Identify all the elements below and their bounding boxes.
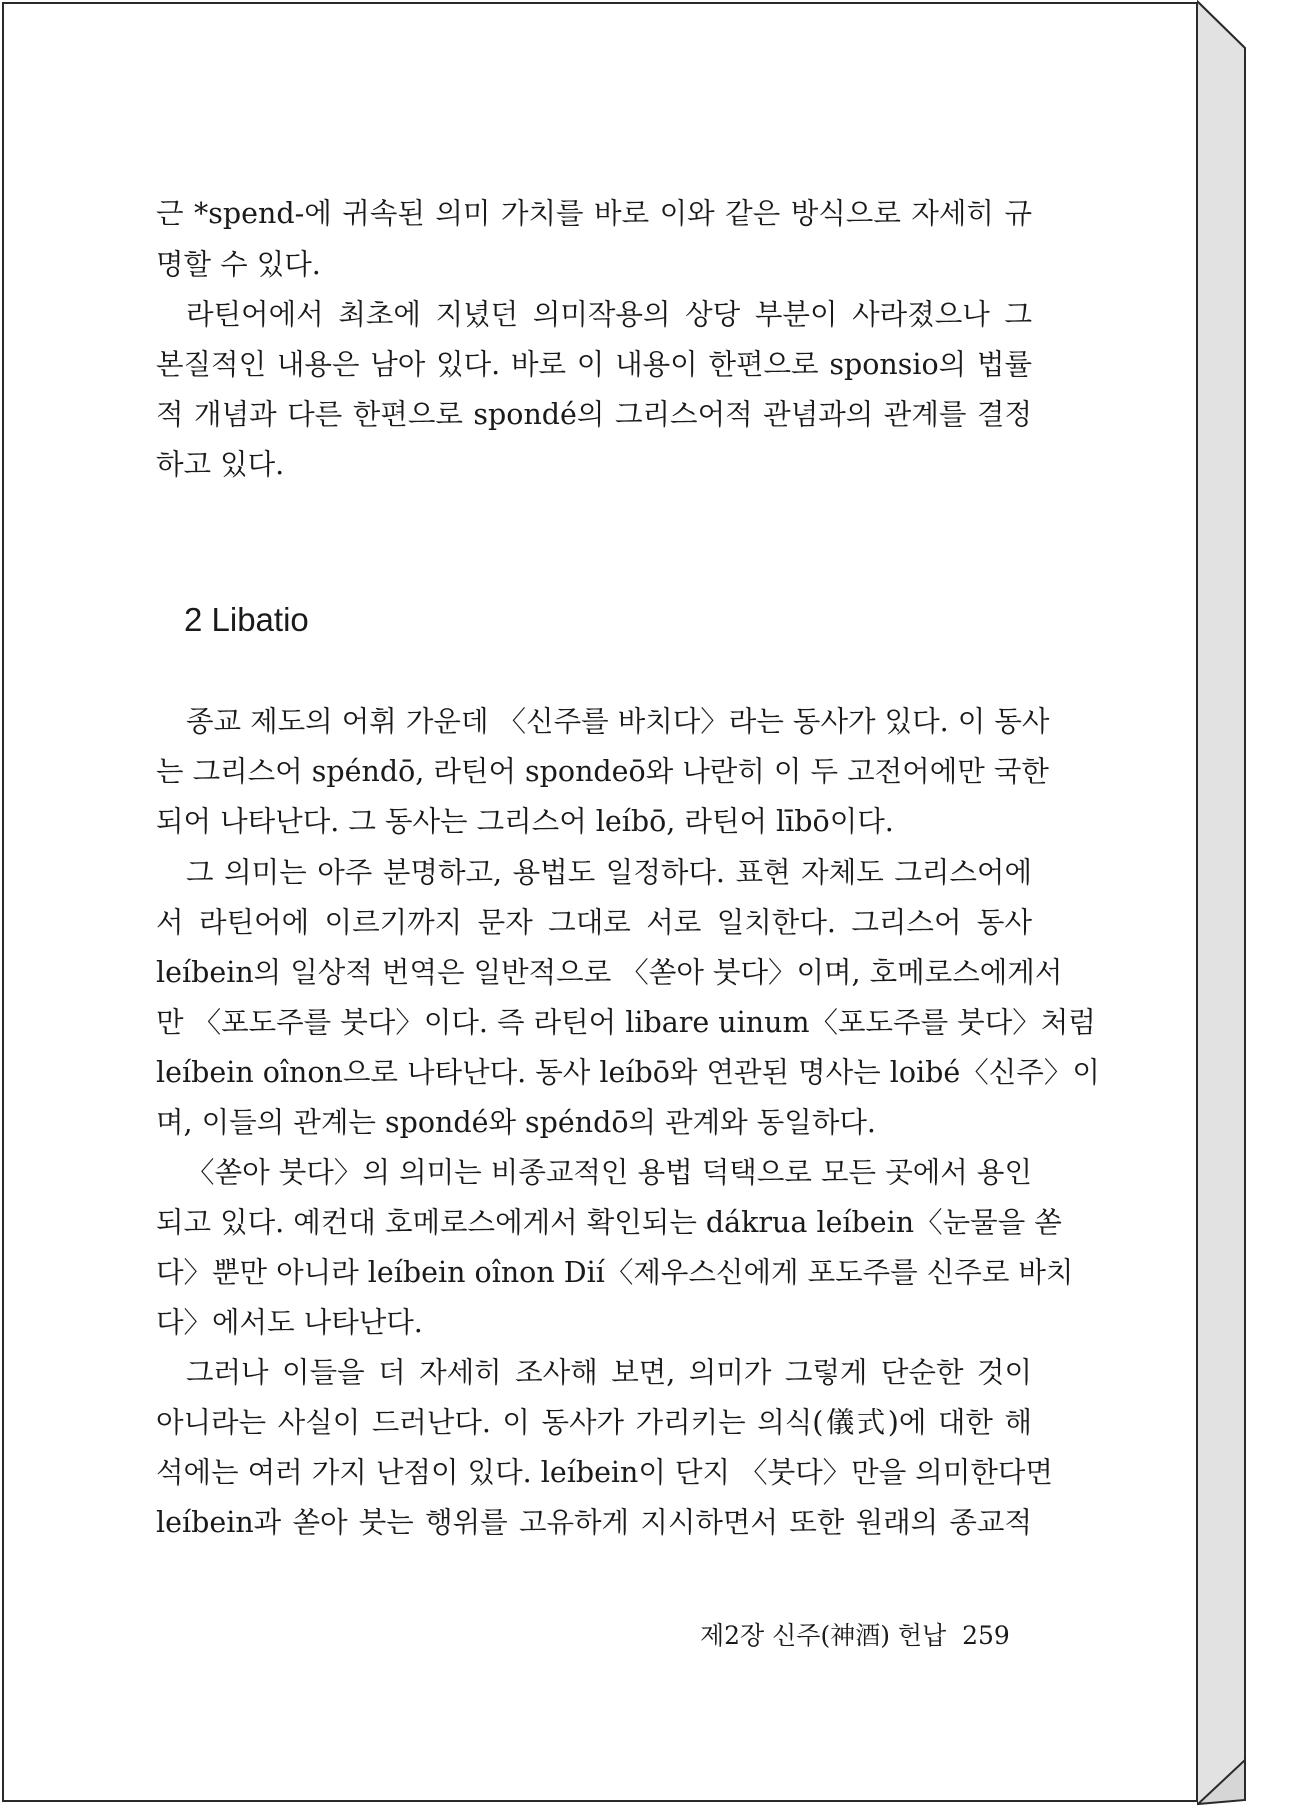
text-line: 며, 이들의 관계는 spondé와 spéndō의 관계와 동일하다. — [156, 1106, 876, 1139]
text-line: 라틴어에서 최초에 지녔던 의미작용의 상당 부분이 사라졌으나 그 — [186, 298, 1032, 331]
section-heading: 2 Libatio — [184, 601, 309, 638]
text-line: 적 개념과 다른 한편으로 spondé의 그리스어적 관념과의 관계를 결정 — [156, 398, 1032, 431]
text-line: 는 그리스어 spéndō, 라틴어 spondeō와 나란히 이 두 고전어에만 국한 — [156, 755, 1049, 788]
text-line: 아니라는 사실이 드러난다. 이 동사가 가리키는 의식(儀式)에 대한 해 — [156, 1406, 1032, 1439]
page-footer — [700, 1618, 1010, 1654]
text-line: leíbein oînon으로 나타난다. 동사 leíbō와 연관된 명사는 loibé〈신주〉이 — [156, 1056, 1100, 1089]
running-head: 제2장 신주(神酒) 헌납 — [700, 1621, 947, 1650]
text-line: 명할 수 있다. — [156, 248, 321, 281]
text-line: 종교 제도의 어휘 가운데 〈신주를 바치다〉라는 동사가 있다. 이 동사 — [186, 705, 1050, 738]
text-line: 하고 있다. — [156, 448, 285, 481]
page-number: 259 — [962, 1621, 1010, 1650]
text-line: 본질적인 내용은 남아 있다. 바로 이 내용이 한편으로 sponsio의 법률 — [156, 348, 1032, 381]
text-line: leíbein과 쏟아 붓는 행위를 고유하게 지시하면서 또한 원래의 종교적 — [156, 1506, 1032, 1539]
text-line: 다〉뿐만 아니라 leíbein oînon Dií〈제우스신에게 포도주를 신주로 바치 — [156, 1256, 1074, 1289]
text-line: 그러나 이들을 더 자세히 조사해 보면, 의미가 그렇게 단순한 것이 — [186, 1356, 1032, 1389]
text-line: 서 라틴어에 이르기까지 문자 그대로 서로 일치한다. 그리스어 동사 — [156, 906, 1032, 939]
text-line: leíbein의 일상적 번역은 일반적으로 〈쏟아 붓다〉이며, 호메로스에게서 — [156, 956, 1063, 989]
text-line: 근 *spend-에 귀속된 의미 가치를 바로 이와 같은 방식으로 자세히 규 — [156, 197, 1032, 230]
text-line: 다〉에서도 나타난다. — [156, 1306, 423, 1339]
text-line: 되어 나타난다. 그 동사는 그리스어 leíbō, 라틴어 lībō이다. — [156, 805, 894, 838]
text-line: 만 〈포도주를 붓다〉이다. 즉 라틴어 libare uinum〈포도주를 붓다〉처럼 — [156, 1006, 1096, 1039]
text-line: 되고 있다. 예컨대 호메로스에게서 확인되는 dákrua leíbein〈눈물을 쏟 — [156, 1206, 1062, 1239]
text-line: 〈쏟아 붓다〉의 의미는 비종교적인 용법 덕택으로 모든 곳에서 용인 — [186, 1156, 1032, 1189]
text-line: 그 의미는 아주 분명하고, 용법도 일정하다. 표현 자체도 그리스어에 — [186, 856, 1032, 889]
text-line: 석에는 여러 가지 난점이 있다. leíbein이 단지 〈붓다〉만을 의미한다면 — [156, 1456, 1053, 1489]
